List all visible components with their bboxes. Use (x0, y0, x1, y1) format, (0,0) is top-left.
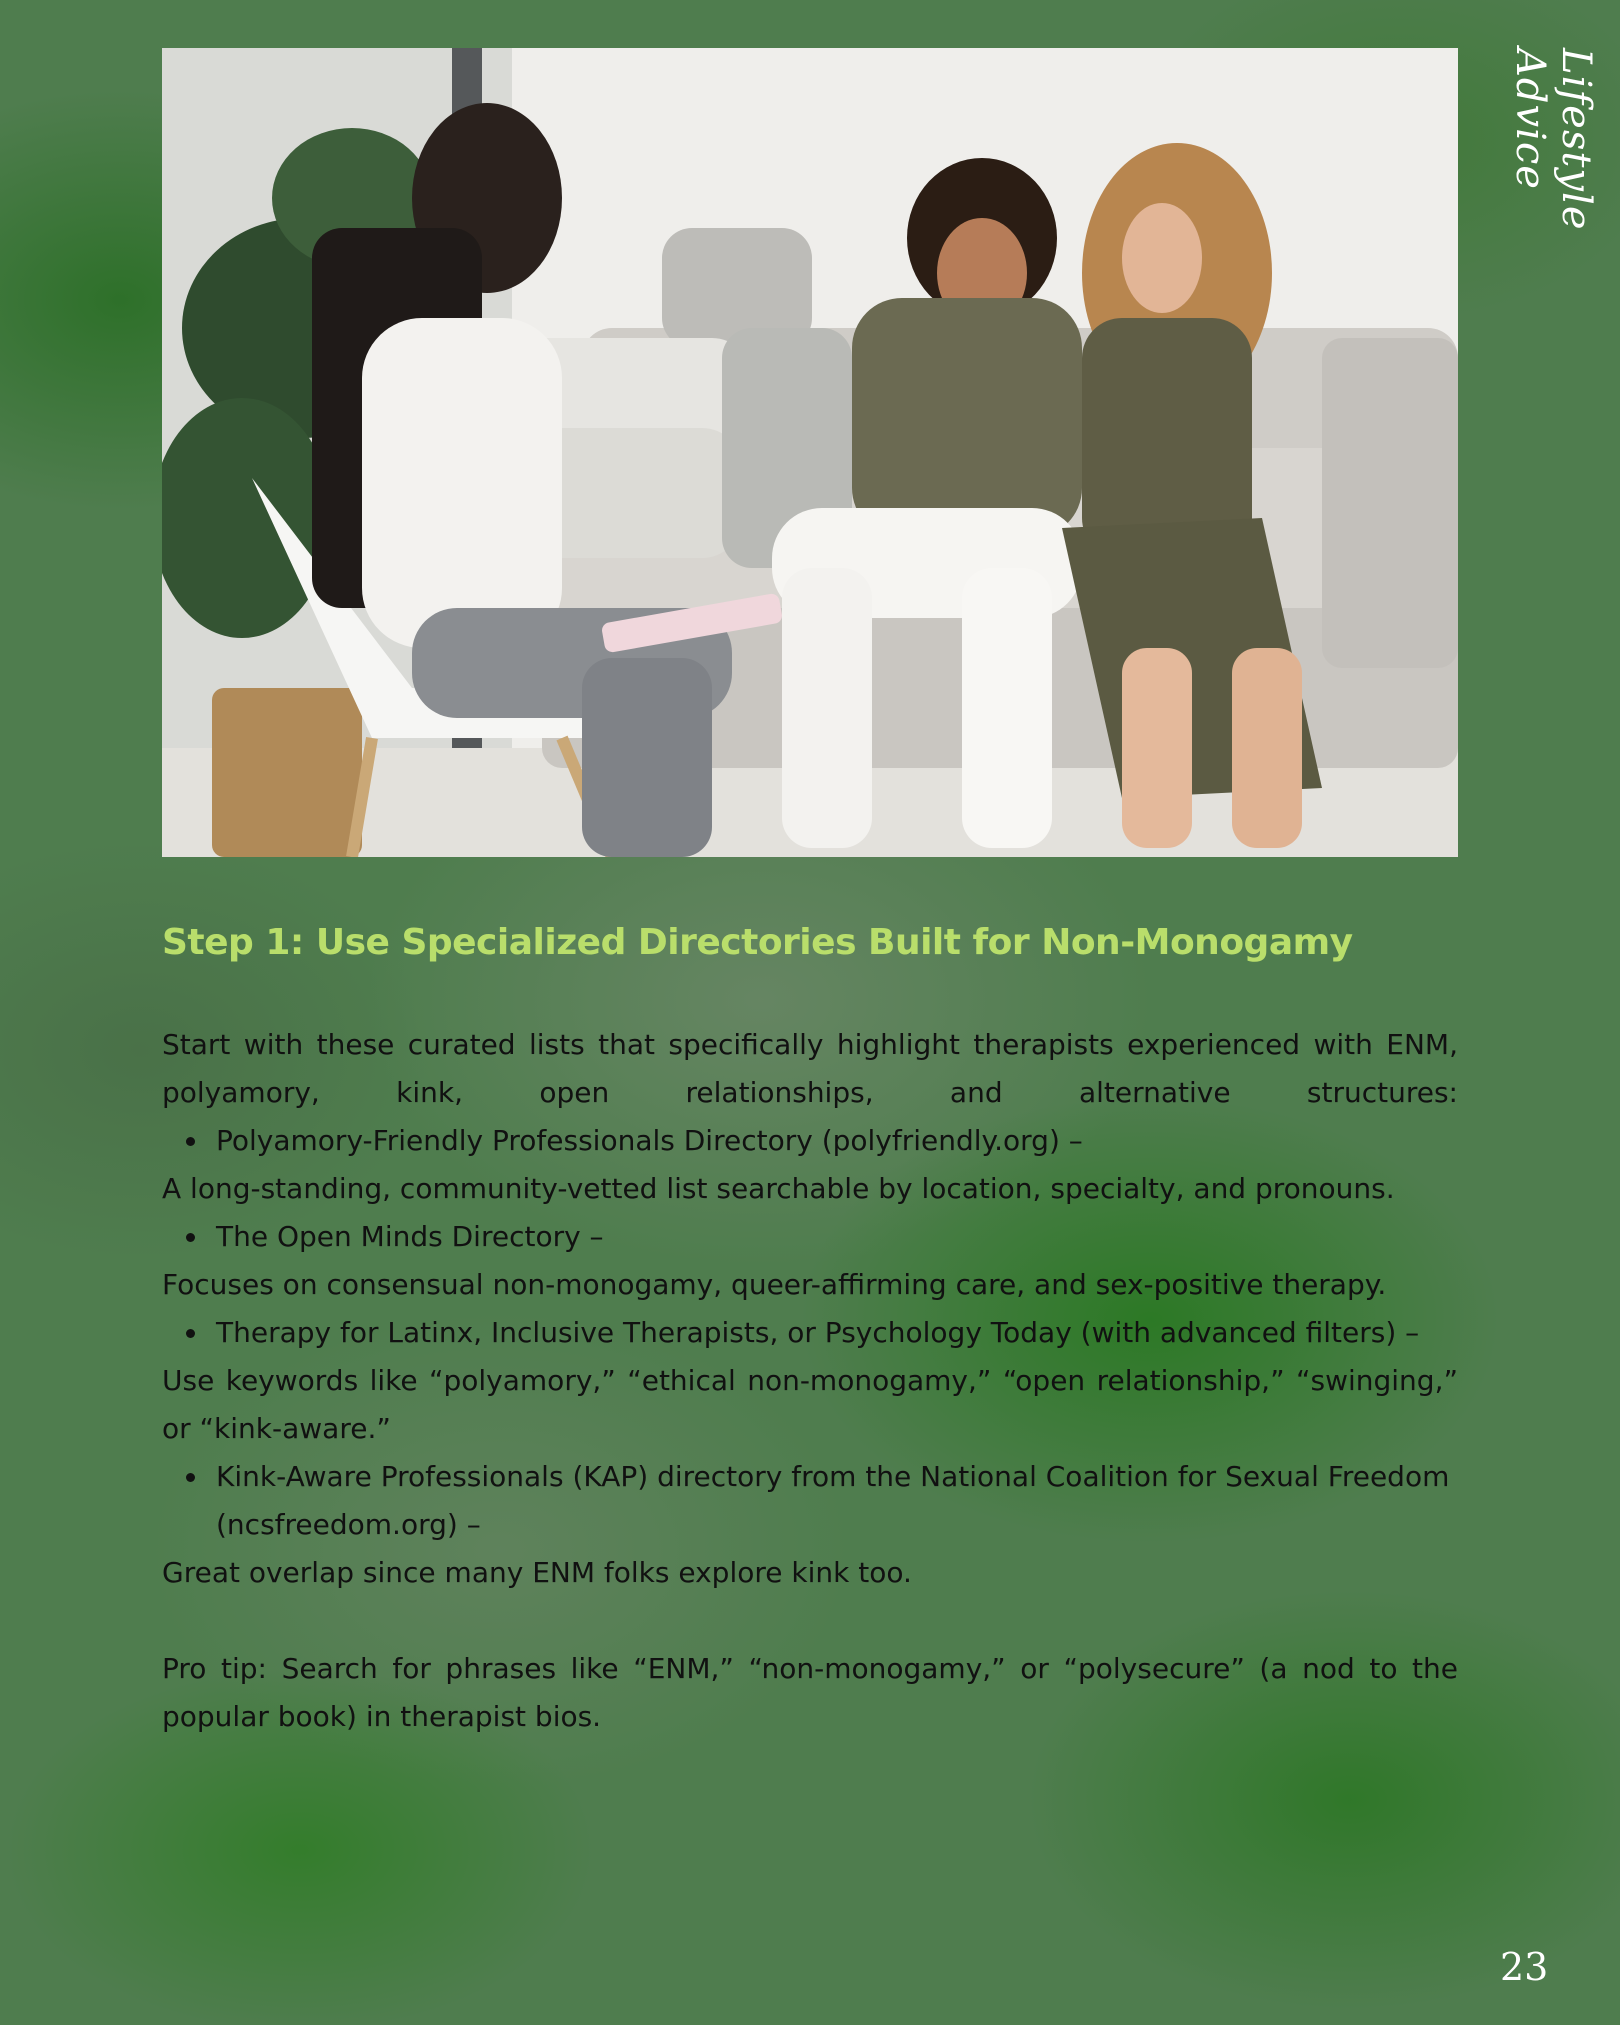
directory-list-3 (162, 1309, 1458, 1357)
intro-text: Start with these curated lists that specifically highlight therapists experienced with ENM, polyamory, kink, open relationships, and alternative structures: (162, 1028, 1458, 1109)
directory-list-2 (162, 1213, 1458, 1261)
paragraph-spacer (162, 1597, 1458, 1645)
list-item: Polyamory-Friendly Professionals Directory (polyfriendly.org) – (216, 1117, 1458, 1165)
directory-list-1 (162, 1117, 1458, 1165)
page-number: 23 (1500, 1945, 1549, 1989)
directory-list-4 (162, 1453, 1458, 1549)
list-item: The Open Minds Directory – (216, 1213, 1458, 1261)
item-description: Focuses on consensual non-monogamy, queer-affirming care, and sex-positive therapy. (162, 1268, 1387, 1301)
intro-paragraph (162, 1021, 1458, 1117)
photo-illustration (162, 48, 1458, 857)
section-label (1507, 48, 1599, 348)
therapy-session-photo (162, 48, 1458, 857)
article-heading: Step 1: Use Specialized Directories Built for Non-Monogamy (162, 922, 1353, 963)
section-label-text: Lifestyle Advice (1507, 48, 1599, 231)
list-item: Therapy for Latinx, Inclusive Therapists, or Psychology Today (with advanced filters) – (216, 1309, 1458, 1357)
list-item: Kink-Aware Professionals (KAP) directory from the National Coalition for Sexual Freedom (ncsfreedom.org) – (216, 1453, 1458, 1549)
item-description: Great overlap since many ENM folks explore kink too. (162, 1556, 912, 1589)
pro-tip: Pro tip: Search for phrases like “ENM,” “non-monogamy,” or “polysecure” (a nod to the popular book) in therapist bios. (162, 1652, 1458, 1733)
item-description: Use keywords like “polyamory,” “ethical non-monogamy,” “open relationship,” “swinging,” or “kink-aware.” (162, 1364, 1458, 1445)
article-body (162, 915, 1458, 1741)
item-description: A long-standing, community-vetted list searchable by location, specialty, and pronouns. (162, 1172, 1395, 1205)
